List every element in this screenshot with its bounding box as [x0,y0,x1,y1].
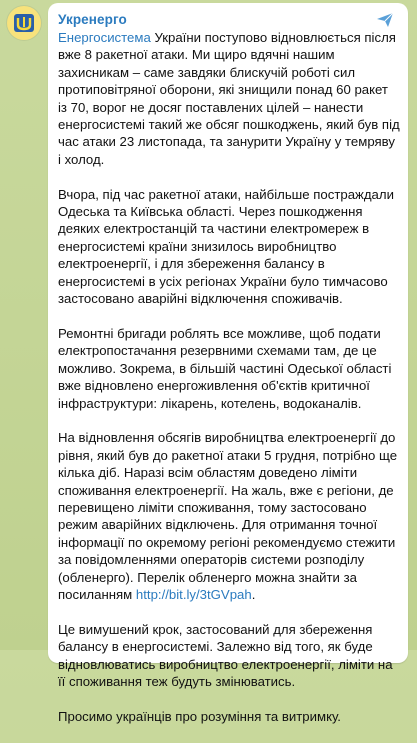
paragraph-2: Вчора, під час ракетної атаки, найбільше постраждали Одеська та Київська області. Через пошкодження деяких електростанцій та частини електромереж в енергосистемі країни знизилось виробництво електроенергії, і для збереження балансу в енергосистемі в усіх регіонах України було тимчасово застосовано аварійні відключення споживачів. [58,186,394,307]
paragraph-4 [58,429,400,603]
message-bubble [48,3,408,724]
share-arrow-icon[interactable] [376,12,394,28]
message-text [58,29,400,743]
paragraph-1 [58,29,400,168]
hashtag-link[interactable]: Енергосистема [58,30,151,45]
oblenergo-list-link[interactable]: http://bit.ly/3tGVpah [135,586,252,602]
ukrenergo-logo-icon [13,12,35,34]
paragraph-3: Ремонтні бригади роблять все можливе, щоб подати електропостачання резервними схемами там, де це можливо. Зокрема, в більшій частині Одеської області вже відновлено енергоживлення об'єктів критичної інфраструктури: лікарень, котелень, водоканалів. [58,325,392,411]
paragraph-4-text: На відновлення обсягів виробництва електроенергії до рівня, який був до ракетної атаки 5 грудня, потрібно ще кілька діб. Наразі всім областям доведено ліміти споживання електроенергії. На жаль, вже є регіони, де перевищено ліміти споживання, тому застосовано режим аварійних відключень. Для отримання точної інформації по окремому регіоні рекомендуємо стежити за повідомленнями операторів системи розподілу (обленерго). Перелік обленерго можна знайти за посиланням [58,430,398,602]
paragraph-4-tail: . [251,586,256,602]
paragraph-6: Просимо українців про розуміння та витримку. [58,708,341,724]
channel-name[interactable]: Укренерго [58,12,127,27]
channel-avatar[interactable] [7,6,41,40]
paragraph-1-text: України поступово відновлюється після вже 8 ракетної атаки. Ми щиро вдячні нашим захисникам – саме завдяки блискучій роботі сил протиповітряної оборони, які знищили понад 60 ракет із 70, ворог не досяг поставлених цілей – нанести енергосистемі такий же обсяг пошкоджень, який був під час атаки 23 листопада, та занурити Україну у темряву і холод. [58,30,400,167]
paragraph-5: Це вимушений крок, застосований для збереження балансу в енергосистемі. Залежно від того, як буде відновлюватись виробництво електроенергії, ліміти на її споживання теж будуть змінюватись. [58,621,393,689]
